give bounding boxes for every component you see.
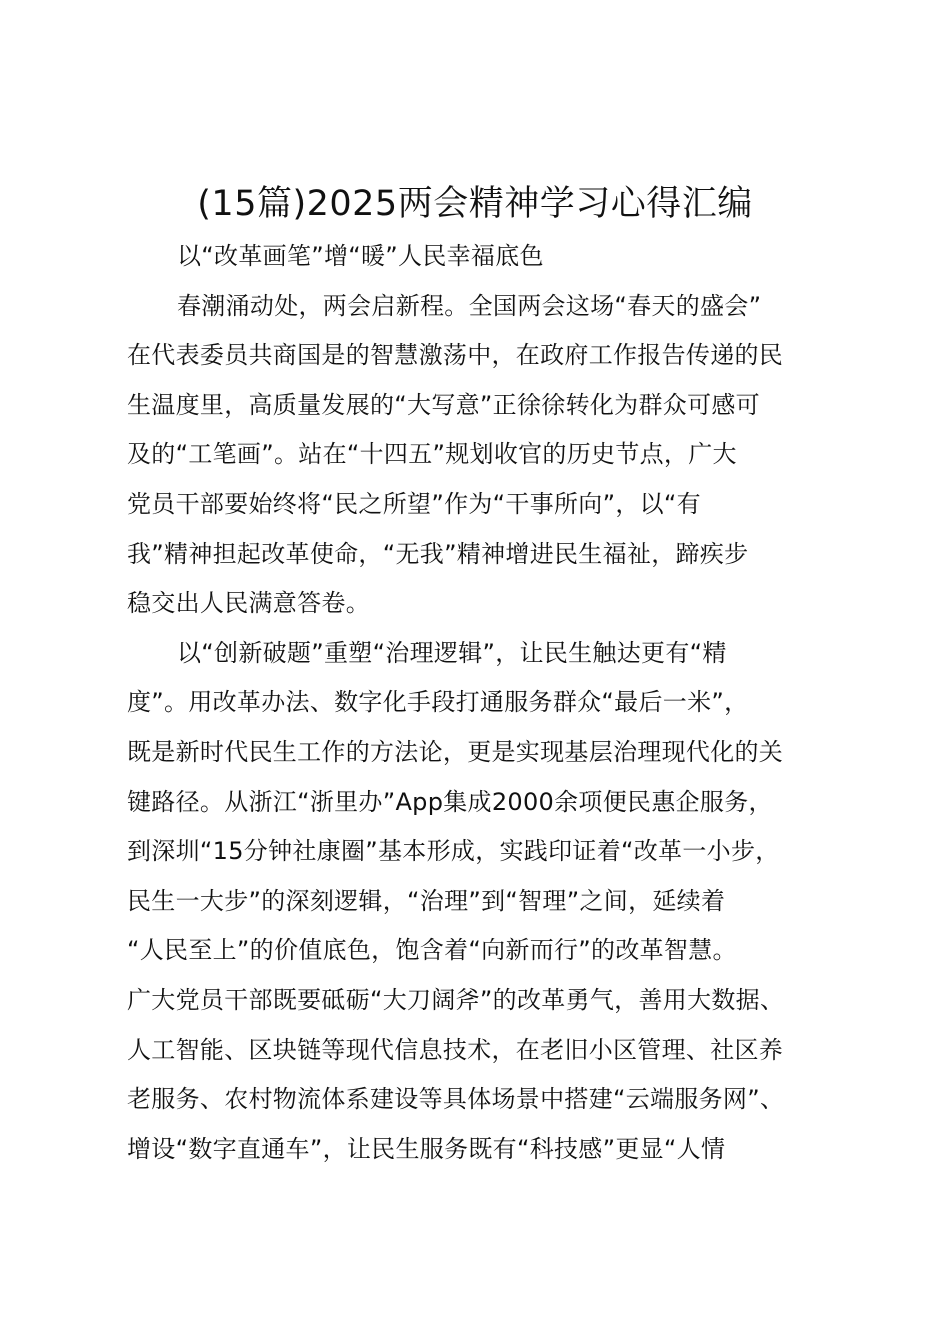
- paragraph-line: 度”。用改革办法、数字化手段打通服务群众“最后一米”，: [127, 688, 749, 717]
- paragraph-line: 键路径。从浙江“浙里办”App集成2000余项便民惠企服务，: [127, 787, 773, 816]
- paragraph-line: 及的“工笔画”。站在“十四五”规划收官的历史节点，广大: [127, 440, 737, 469]
- paragraph-line: 以“创新破题”重塑“治理逻辑”，让民生触达更有“精: [177, 638, 727, 667]
- subtitle-line: 以“改革画笔”增“暖”人民幸福底色: [177, 242, 544, 270]
- document-title: (15篇)2025两会精神学习心得汇编: [197, 184, 753, 224]
- paragraph-line: “人民至上”的价值底色，饱含着“向新而行”的改革智慧。: [127, 936, 737, 965]
- paragraph-line: 既是新时代民生工作的方法论，更是实现基层治理现代化的关: [127, 737, 784, 766]
- paragraph-line: 民生一大步”的深刻逻辑，“治理”到“智理”之间，延续着: [127, 886, 726, 915]
- document-body: [127, 232, 835, 1174]
- paragraph-line: 老服务、农村物流体系建设等具体场景中搭建“云端服务网”、: [127, 1085, 785, 1114]
- paragraph-line: 党员干部要始终将“民之所望”作为“干事所向”，以“有: [127, 489, 701, 518]
- paragraph-line: 在代表委员共商国是的智慧激荡中，在政府工作报告传递的民: [127, 341, 784, 370]
- paragraph-line: 增设“数字直通车”，让民生服务既有“科技感”更显“人情: [127, 1134, 726, 1163]
- paragraph-line: 人工智能、区块链等现代信息技术，在老旧小区管理、社区养: [127, 1035, 784, 1064]
- paragraph-line: 生温度里，高质量发展的“大写意”正徐徐转化为群众可感可: [127, 390, 760, 419]
- paragraph-line: 稳交出人民满意答卷。: [127, 589, 370, 618]
- paragraph-1: [127, 282, 835, 629]
- paragraph-line: 我”精神担起改革使命，“无我”精神增进民生福祉，蹄疾步: [127, 539, 749, 568]
- paragraph-line: 到深圳“15分钟社康圈”基本形成，实践印证着“改革一小步，: [127, 837, 780, 866]
- subtitle-paragraph: [127, 232, 835, 282]
- paragraph-2: [127, 629, 835, 1175]
- paragraph-line: 广大党员干部既要砥砺“大刀阔斧”的改革勇气，善用大数据、: [127, 985, 785, 1014]
- paragraph-line: 春潮涌动处，两会启新程。全国两会这场“春天的盛会”: [177, 291, 762, 320]
